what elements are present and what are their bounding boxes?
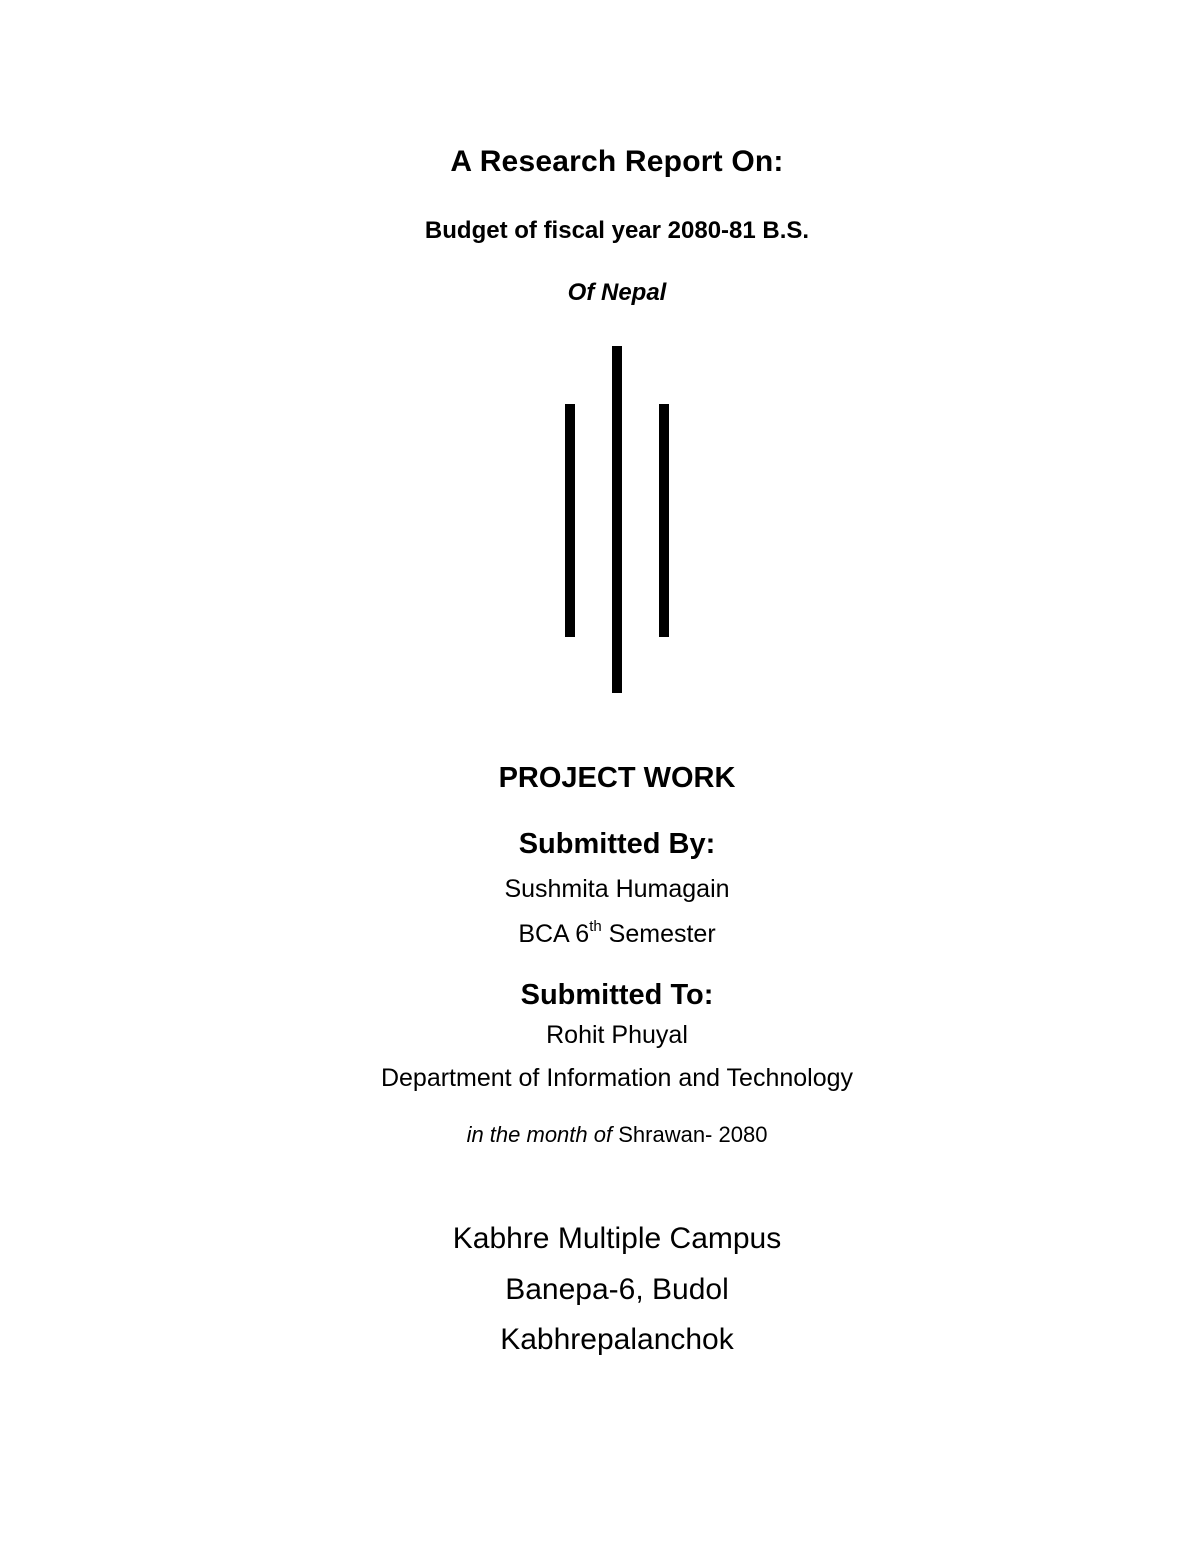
campus-address: Banepa-6, Budol [505, 1273, 729, 1306]
right-bar [659, 404, 669, 637]
report-title: A Research Report On: [450, 145, 784, 178]
campus-district: Kabhrepalanchok [500, 1323, 734, 1356]
campus-name: Kabhre Multiple Campus [452, 1222, 782, 1255]
teacher-name: Rohit Phuyal [546, 1021, 688, 1049]
date-value: Shrawan- 2080 [612, 1122, 768, 1147]
course-prefix: BCA 6 [518, 920, 590, 948]
submitted-by-label: Submitted By: [518, 828, 716, 860]
date-prefix: in the month of [466, 1122, 613, 1147]
center-bar [612, 346, 622, 693]
left-bar [565, 404, 575, 637]
submission-date [0, 1122, 1200, 1148]
student-name: Sushmita Humagain [504, 875, 730, 903]
course-suffix: Semester [601, 920, 716, 948]
report-country: Of Nepal [567, 279, 667, 306]
report-subtitle: Budget of fiscal year 2080-81 B.S. [424, 217, 810, 244]
student-course [0, 918, 1200, 949]
project-work-label: PROJECT WORK [498, 762, 736, 794]
course-superscript: th [589, 918, 602, 935]
submitted-to-label: Submitted To: [520, 979, 714, 1011]
department-name: Department of Information and Technology [380, 1064, 854, 1092]
